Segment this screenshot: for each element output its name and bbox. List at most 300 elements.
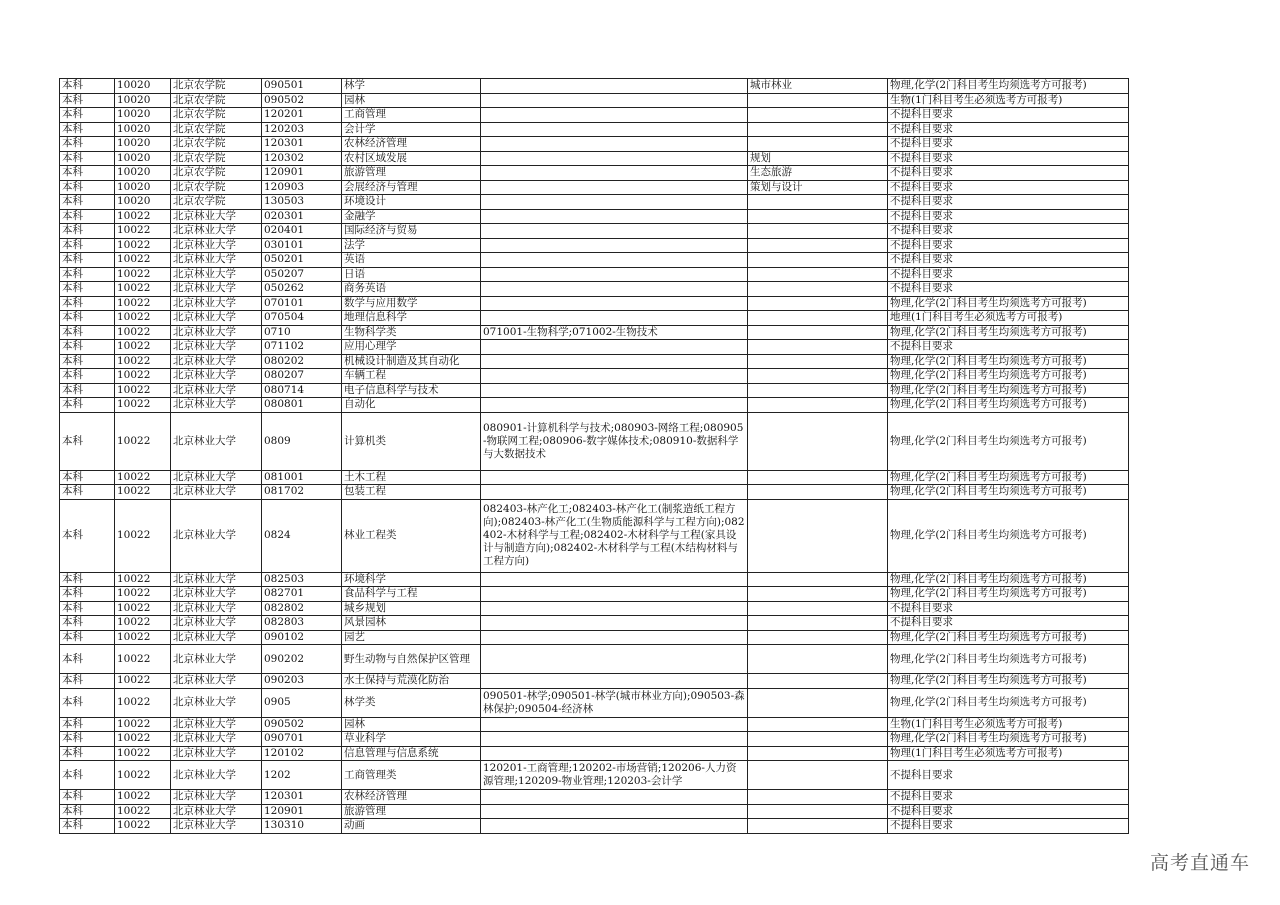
cell-major-name: 法学 xyxy=(342,238,481,253)
cell-direction: 城市林业 xyxy=(748,79,888,94)
table-row xyxy=(60,398,1129,413)
cell-included-majors xyxy=(481,674,748,689)
cell-level: 本科 xyxy=(60,238,115,253)
cell-major-code: 090502 xyxy=(262,717,342,732)
table-row xyxy=(60,180,1129,195)
cell-major-code: 030101 xyxy=(262,238,342,253)
cell-subject-requirement: 不提科目要求 xyxy=(888,180,1129,195)
cell-subject-requirement: 不提科目要求 xyxy=(888,137,1129,152)
cell-major-name: 园艺 xyxy=(342,630,481,645)
cell-direction: 生态旅游 xyxy=(748,166,888,181)
cell-major-name: 地理信息科学 xyxy=(342,311,481,326)
cell-major-name: 动画 xyxy=(342,819,481,834)
cell-direction xyxy=(748,616,888,631)
cell-subject-requirement: 不提科目要求 xyxy=(888,195,1129,210)
cell-subject-requirement: 不提科目要求 xyxy=(888,790,1129,805)
cell-major-code: 080801 xyxy=(262,398,342,413)
cell-school-code: 10022 xyxy=(115,645,171,674)
cell-subject-requirement: 物理,化学(2门科目考生均须选考方可报考) xyxy=(888,412,1129,470)
cell-direction: 策划与设计 xyxy=(748,180,888,195)
cell-subject-requirement: 生物(1门科目考生必须选考方可报考) xyxy=(888,93,1129,108)
cell-direction: 规划 xyxy=(748,151,888,166)
cell-included-majors xyxy=(481,354,748,369)
cell-direction xyxy=(748,383,888,398)
cell-school-name: 北京林业大学 xyxy=(171,819,262,834)
cell-school-name: 北京林业大学 xyxy=(171,688,262,717)
cell-school-name: 北京林业大学 xyxy=(171,630,262,645)
cell-school-code: 10022 xyxy=(115,354,171,369)
watermark-logo: 高考直通车 xyxy=(1149,852,1250,874)
cell-major-code: 090102 xyxy=(262,630,342,645)
cell-school-code: 10022 xyxy=(115,485,171,500)
cell-included-majors xyxy=(481,137,748,152)
cell-included-majors xyxy=(481,819,748,834)
cell-major-name: 会计学 xyxy=(342,122,481,137)
cell-major-code: 050262 xyxy=(262,282,342,297)
cell-major-name: 自动化 xyxy=(342,398,481,413)
cell-subject-requirement: 物理(1门科目考生必须选考方可报考) xyxy=(888,746,1129,761)
cell-major-code: 090202 xyxy=(262,645,342,674)
table-row xyxy=(60,151,1129,166)
cell-direction xyxy=(748,717,888,732)
cell-direction xyxy=(748,296,888,311)
cell-included-majors xyxy=(481,717,748,732)
cell-school-name: 北京林业大学 xyxy=(171,253,262,268)
table-row xyxy=(60,412,1129,470)
cell-direction xyxy=(748,195,888,210)
table-row xyxy=(60,137,1129,152)
cell-school-code: 10022 xyxy=(115,209,171,224)
cell-school-name: 北京农学院 xyxy=(171,151,262,166)
cell-school-name: 北京农学院 xyxy=(171,108,262,123)
cell-direction xyxy=(748,325,888,340)
cell-school-name: 北京林业大学 xyxy=(171,354,262,369)
cell-subject-requirement: 物理,化学(2门科目考生均须选考方可报考) xyxy=(888,674,1129,689)
cell-school-name: 北京林业大学 xyxy=(171,369,262,384)
cell-school-code: 10022 xyxy=(115,761,171,790)
cell-included-majors xyxy=(481,398,748,413)
table-row xyxy=(60,645,1129,674)
table-row xyxy=(60,195,1129,210)
cell-direction xyxy=(748,819,888,834)
cell-direction xyxy=(748,137,888,152)
cell-included-majors xyxy=(481,180,748,195)
cell-school-code: 10022 xyxy=(115,470,171,485)
cell-included-majors xyxy=(481,804,748,819)
cell-major-code: 082803 xyxy=(262,616,342,631)
cell-school-code: 10022 xyxy=(115,819,171,834)
table-row xyxy=(60,325,1129,340)
cell-major-code: 090502 xyxy=(262,93,342,108)
cell-major-code: 081702 xyxy=(262,485,342,500)
cell-major-name: 金融学 xyxy=(342,209,481,224)
cell-subject-requirement: 不提科目要求 xyxy=(888,804,1129,819)
table-row xyxy=(60,572,1129,587)
table-row xyxy=(60,616,1129,631)
cell-included-majors xyxy=(481,253,748,268)
cell-school-code: 10020 xyxy=(115,137,171,152)
cell-included-majors xyxy=(481,369,748,384)
cell-school-name: 北京林业大学 xyxy=(171,325,262,340)
cell-subject-requirement: 物理,化学(2门科目考生均须选考方可报考) xyxy=(888,587,1129,602)
cell-school-name: 北京林业大学 xyxy=(171,209,262,224)
cell-major-code: 1202 xyxy=(262,761,342,790)
cell-major-name: 园林 xyxy=(342,93,481,108)
cell-major-code: 082802 xyxy=(262,601,342,616)
cell-school-name: 北京林业大学 xyxy=(171,267,262,282)
cell-major-code: 020401 xyxy=(262,224,342,239)
cell-included-majors xyxy=(481,151,748,166)
cell-direction xyxy=(748,412,888,470)
cell-major-name: 野生动物与自然保护区管理 xyxy=(342,645,481,674)
cell-major-code: 071102 xyxy=(262,340,342,355)
cell-direction xyxy=(748,688,888,717)
table-row xyxy=(60,296,1129,311)
cell-included-majors xyxy=(481,311,748,326)
cell-included-majors xyxy=(481,616,748,631)
cell-school-code: 10022 xyxy=(115,630,171,645)
cell-major-name: 农林经济管理 xyxy=(342,137,481,152)
cell-major-code: 070504 xyxy=(262,311,342,326)
cell-direction xyxy=(748,93,888,108)
cell-school-name: 北京林业大学 xyxy=(171,470,262,485)
cell-school-name: 北京林业大学 xyxy=(171,790,262,805)
cell-school-name: 北京林业大学 xyxy=(171,717,262,732)
cell-major-name: 数学与应用数学 xyxy=(342,296,481,311)
table-row xyxy=(60,209,1129,224)
cell-school-name: 北京林业大学 xyxy=(171,601,262,616)
cell-direction xyxy=(748,630,888,645)
cell-included-majors xyxy=(481,296,748,311)
cell-major-code: 120102 xyxy=(262,746,342,761)
cell-major-name: 旅游管理 xyxy=(342,166,481,181)
cell-subject-requirement: 物理,化学(2门科目考生均须选考方可报考) xyxy=(888,79,1129,94)
table-row xyxy=(60,383,1129,398)
cell-direction xyxy=(748,340,888,355)
cell-direction xyxy=(748,398,888,413)
cell-school-code: 10022 xyxy=(115,572,171,587)
cell-level: 本科 xyxy=(60,340,115,355)
cell-major-code: 120901 xyxy=(262,804,342,819)
table-row xyxy=(60,804,1129,819)
cell-major-code: 070101 xyxy=(262,296,342,311)
cell-included-majors xyxy=(481,93,748,108)
cell-school-code: 10022 xyxy=(115,412,171,470)
cell-school-name: 北京林业大学 xyxy=(171,499,262,572)
cell-subject-requirement: 物理,化学(2门科目考生均须选考方可报考) xyxy=(888,645,1129,674)
cell-major-name: 旅游管理 xyxy=(342,804,481,819)
cell-subject-requirement: 物理,化学(2门科目考生均须选考方可报考) xyxy=(888,630,1129,645)
cell-included-majors xyxy=(481,340,748,355)
cell-school-name: 北京农学院 xyxy=(171,180,262,195)
cell-subject-requirement: 物理,化学(2门科目考生均须选考方可报考) xyxy=(888,499,1129,572)
cell-direction xyxy=(748,122,888,137)
cell-school-code: 10022 xyxy=(115,499,171,572)
cell-major-name: 电子信息科学与技术 xyxy=(342,383,481,398)
cell-school-code: 10022 xyxy=(115,224,171,239)
cell-direction xyxy=(748,253,888,268)
cell-major-code: 130310 xyxy=(262,819,342,834)
cell-direction xyxy=(748,587,888,602)
cell-major-code: 120201 xyxy=(262,108,342,123)
cell-subject-requirement: 不提科目要求 xyxy=(888,267,1129,282)
table-row xyxy=(60,499,1129,572)
cell-level: 本科 xyxy=(60,224,115,239)
table-row xyxy=(60,108,1129,123)
cell-included-majors xyxy=(481,732,748,747)
table-row xyxy=(60,790,1129,805)
table-row xyxy=(60,674,1129,689)
table-row xyxy=(60,253,1129,268)
cell-major-code: 090701 xyxy=(262,732,342,747)
cell-level: 本科 xyxy=(60,108,115,123)
cell-level: 本科 xyxy=(60,354,115,369)
cell-included-majors: 090501-林学;090501-林学(城市林业方向);090503-森林保护;090504-经济林 xyxy=(481,688,748,717)
cell-school-code: 10022 xyxy=(115,746,171,761)
table-row xyxy=(60,79,1129,94)
cell-included-majors xyxy=(481,470,748,485)
cell-direction xyxy=(748,601,888,616)
cell-school-code: 10020 xyxy=(115,79,171,94)
cell-school-code: 10022 xyxy=(115,804,171,819)
cell-school-name: 北京林业大学 xyxy=(171,485,262,500)
cell-level: 本科 xyxy=(60,79,115,94)
cell-major-name: 水土保持与荒漠化防治 xyxy=(342,674,481,689)
cell-major-name: 机械设计制造及其自动化 xyxy=(342,354,481,369)
cell-level: 本科 xyxy=(60,253,115,268)
cell-level: 本科 xyxy=(60,296,115,311)
cell-included-majors xyxy=(481,790,748,805)
cell-school-name: 北京林业大学 xyxy=(171,282,262,297)
cell-direction xyxy=(748,470,888,485)
cell-school-code: 10020 xyxy=(115,108,171,123)
cell-direction xyxy=(748,790,888,805)
cell-subject-requirement: 物理,化学(2门科目考生均须选考方可报考) xyxy=(888,470,1129,485)
table-row xyxy=(60,732,1129,747)
cell-school-code: 10020 xyxy=(115,166,171,181)
cell-school-code: 10022 xyxy=(115,688,171,717)
table-row xyxy=(60,761,1129,790)
cell-major-name: 园林 xyxy=(342,717,481,732)
cell-direction xyxy=(748,282,888,297)
cell-school-code: 10022 xyxy=(115,253,171,268)
cell-subject-requirement: 不提科目要求 xyxy=(888,253,1129,268)
cell-level: 本科 xyxy=(60,137,115,152)
table-row xyxy=(60,601,1129,616)
cell-school-name: 北京农学院 xyxy=(171,166,262,181)
cell-major-code: 081001 xyxy=(262,470,342,485)
cell-school-name: 北京农学院 xyxy=(171,79,262,94)
cell-school-name: 北京林业大学 xyxy=(171,383,262,398)
cell-subject-requirement: 不提科目要求 xyxy=(888,761,1129,790)
cell-major-name: 环境科学 xyxy=(342,572,481,587)
table-row xyxy=(60,819,1129,834)
cell-included-majors xyxy=(481,572,748,587)
cell-subject-requirement: 物理,化学(2门科目考生均须选考方可报考) xyxy=(888,325,1129,340)
cell-included-majors: 120201-工商管理;120202-市场营销;120206-人力资源管理;120209-物业管理;120203-会计学 xyxy=(481,761,748,790)
cell-school-name: 北京林业大学 xyxy=(171,311,262,326)
cell-direction xyxy=(748,354,888,369)
cell-major-name: 林业工程类 xyxy=(342,499,481,572)
cell-subject-requirement: 物理,化学(2门科目考生均须选考方可报考) xyxy=(888,383,1129,398)
cell-school-name: 北京林业大学 xyxy=(171,746,262,761)
cell-level: 本科 xyxy=(60,122,115,137)
cell-subject-requirement: 地理(1门科目考生必须选考方可报考) xyxy=(888,311,1129,326)
cell-major-name: 信息管理与信息系统 xyxy=(342,746,481,761)
cell-direction xyxy=(748,761,888,790)
cell-included-majors: 080901-计算机科学与技术;080903-网络工程;080905-物联网工程;080906-数字媒体技术;080910-数据科学与大数据技术 xyxy=(481,412,748,470)
cell-direction xyxy=(748,674,888,689)
table-row xyxy=(60,354,1129,369)
table-row xyxy=(60,267,1129,282)
cell-subject-requirement: 不提科目要求 xyxy=(888,209,1129,224)
cell-level: 本科 xyxy=(60,93,115,108)
cell-school-name: 北京林业大学 xyxy=(171,412,262,470)
cell-school-name: 北京农学院 xyxy=(171,93,262,108)
cell-included-majors xyxy=(481,601,748,616)
cell-level: 本科 xyxy=(60,761,115,790)
cell-major-name: 国际经济与贸易 xyxy=(342,224,481,239)
cell-included-majors: 071001-生物科学;071002-生物技术 xyxy=(481,325,748,340)
cell-level: 本科 xyxy=(60,819,115,834)
table-row xyxy=(60,485,1129,500)
table-row xyxy=(60,470,1129,485)
cell-level: 本科 xyxy=(60,630,115,645)
cell-major-name: 林学类 xyxy=(342,688,481,717)
cell-level: 本科 xyxy=(60,180,115,195)
cell-level: 本科 xyxy=(60,166,115,181)
cell-school-code: 10022 xyxy=(115,311,171,326)
cell-level: 本科 xyxy=(60,485,115,500)
cell-direction xyxy=(748,572,888,587)
cell-direction xyxy=(748,485,888,500)
cell-subject-requirement: 不提科目要求 xyxy=(888,122,1129,137)
cell-school-name: 北京林业大学 xyxy=(171,398,262,413)
cell-major-name: 环境设计 xyxy=(342,195,481,210)
cell-level: 本科 xyxy=(60,790,115,805)
cell-subject-requirement: 不提科目要求 xyxy=(888,340,1129,355)
cell-school-name: 北京农学院 xyxy=(171,122,262,137)
cell-major-code: 120203 xyxy=(262,122,342,137)
table-row xyxy=(60,717,1129,732)
cell-level: 本科 xyxy=(60,804,115,819)
cell-direction xyxy=(748,108,888,123)
cell-level: 本科 xyxy=(60,645,115,674)
cell-school-code: 10022 xyxy=(115,267,171,282)
cell-level: 本科 xyxy=(60,616,115,631)
cell-school-code: 10020 xyxy=(115,122,171,137)
cell-major-name: 工商管理 xyxy=(342,108,481,123)
cell-school-code: 10022 xyxy=(115,296,171,311)
cell-school-name: 北京林业大学 xyxy=(171,572,262,587)
cell-school-code: 10022 xyxy=(115,616,171,631)
cell-included-majors xyxy=(481,645,748,674)
cell-included-majors xyxy=(481,166,748,181)
table-row xyxy=(60,238,1129,253)
cell-school-code: 10022 xyxy=(115,238,171,253)
cell-level: 本科 xyxy=(60,209,115,224)
cell-school-name: 北京林业大学 xyxy=(171,587,262,602)
cell-included-majors xyxy=(481,224,748,239)
cell-school-code: 10022 xyxy=(115,282,171,297)
table-row xyxy=(60,746,1129,761)
cell-major-code: 0905 xyxy=(262,688,342,717)
cell-major-code: 0710 xyxy=(262,325,342,340)
cell-level: 本科 xyxy=(60,398,115,413)
table-row xyxy=(60,630,1129,645)
table-row xyxy=(60,93,1129,108)
cell-school-code: 10022 xyxy=(115,790,171,805)
cell-school-code: 10020 xyxy=(115,180,171,195)
cell-level: 本科 xyxy=(60,746,115,761)
cell-level: 本科 xyxy=(60,674,115,689)
cell-major-code: 0809 xyxy=(262,412,342,470)
cell-direction xyxy=(748,369,888,384)
cell-school-name: 北京林业大学 xyxy=(171,674,262,689)
cell-included-majors xyxy=(481,746,748,761)
table-row xyxy=(60,340,1129,355)
cell-major-name: 包装工程 xyxy=(342,485,481,500)
cell-major-name: 车辆工程 xyxy=(342,369,481,384)
cell-school-code: 10022 xyxy=(115,732,171,747)
cell-school-code: 10022 xyxy=(115,587,171,602)
cell-major-name: 日语 xyxy=(342,267,481,282)
cell-included-majors: 082403-林产化工;082403-林产化工(制浆造纸工程方向);082403-林产化工(生物质能源科学与工程方向);082402-木材科学与工程;082402-木材科学与工程(家具设计与制造方向);082402-木材科学与工程(木结构材料与工程方向) xyxy=(481,499,748,572)
cell-direction xyxy=(748,238,888,253)
cell-school-code: 10020 xyxy=(115,195,171,210)
cell-major-code: 120903 xyxy=(262,180,342,195)
cell-school-code: 10022 xyxy=(115,674,171,689)
cell-direction xyxy=(748,746,888,761)
cell-major-code: 080207 xyxy=(262,369,342,384)
cell-included-majors xyxy=(481,195,748,210)
cell-level: 本科 xyxy=(60,325,115,340)
cell-level: 本科 xyxy=(60,195,115,210)
cell-subject-requirement: 物理,化学(2门科目考生均须选考方可报考) xyxy=(888,354,1129,369)
cell-major-name: 城乡规划 xyxy=(342,601,481,616)
cell-major-name: 英语 xyxy=(342,253,481,268)
cell-school-name: 北京农学院 xyxy=(171,195,262,210)
cell-level: 本科 xyxy=(60,717,115,732)
cell-major-name: 会展经济与管理 xyxy=(342,180,481,195)
table-row xyxy=(60,587,1129,602)
cell-major-name: 商务英语 xyxy=(342,282,481,297)
cell-subject-requirement: 不提科目要求 xyxy=(888,224,1129,239)
cell-school-code: 10022 xyxy=(115,717,171,732)
cell-level: 本科 xyxy=(60,151,115,166)
cell-school-name: 北京林业大学 xyxy=(171,238,262,253)
cell-included-majors xyxy=(481,108,748,123)
cell-major-code: 120301 xyxy=(262,137,342,152)
cell-subject-requirement: 不提科目要求 xyxy=(888,238,1129,253)
cell-school-code: 10022 xyxy=(115,369,171,384)
cell-major-code: 120301 xyxy=(262,790,342,805)
cell-level: 本科 xyxy=(60,572,115,587)
cell-major-code: 120302 xyxy=(262,151,342,166)
cell-direction xyxy=(748,499,888,572)
cell-direction xyxy=(748,311,888,326)
cell-included-majors xyxy=(481,630,748,645)
cell-school-name: 北京林业大学 xyxy=(171,645,262,674)
cell-direction xyxy=(748,267,888,282)
cell-subject-requirement: 不提科目要求 xyxy=(888,819,1129,834)
cell-subject-requirement: 不提科目要求 xyxy=(888,282,1129,297)
cell-included-majors xyxy=(481,122,748,137)
table-row xyxy=(60,688,1129,717)
cell-school-code: 10020 xyxy=(115,151,171,166)
cell-school-name: 北京林业大学 xyxy=(171,761,262,790)
cell-subject-requirement: 不提科目要求 xyxy=(888,601,1129,616)
